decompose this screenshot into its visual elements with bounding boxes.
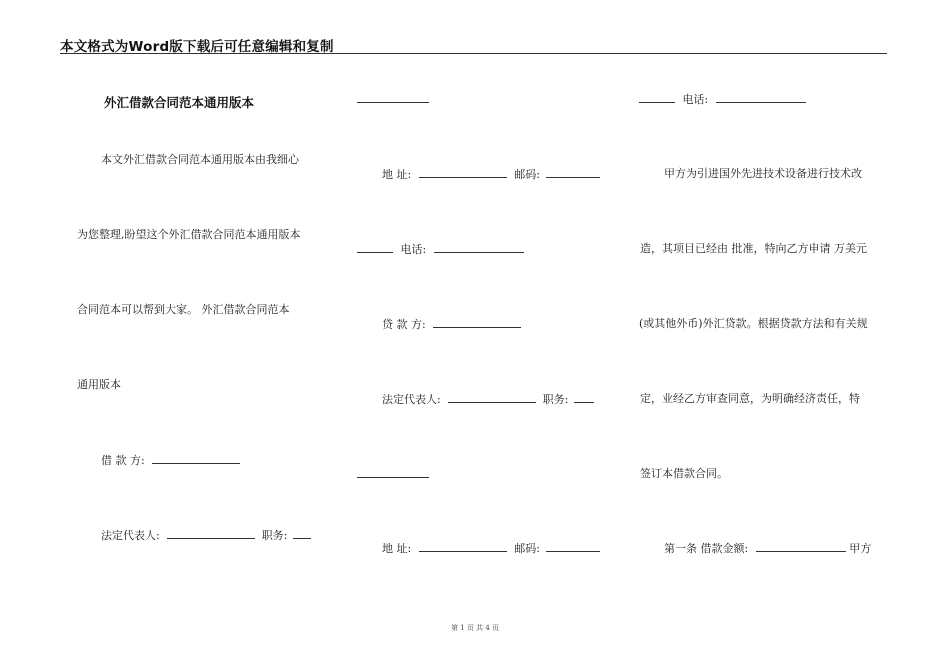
lender-phone-blank[interactable] [716,92,806,103]
lender-address-row [382,541,600,555]
document-title: 外汇借款合同范本通用版本 [104,95,255,110]
phone-prefix-blank[interactable] [357,242,393,253]
borrower-phone-row [357,242,524,256]
address-blank[interactable] [419,167,507,178]
intro-line-2: 为您整理,盼望这个外汇借款合同范本通用版本 [77,228,301,241]
position-blank[interactable] [293,528,311,539]
postcode-label: 邮码: [514,168,540,181]
legal-rep-label: 法定代表人: [101,529,160,542]
body-line-2: 造，其项目已经由 批准，特向乙方申请 万美元 [640,242,867,255]
article-1-row [664,541,871,555]
body-line-1: 甲方为引进国外先进技术设备进行技术改 [664,167,862,180]
lender-phone-prefix-blank[interactable] [639,92,675,103]
loan-amount-blank[interactable] [756,541,846,552]
article-1-tail: 甲方 [849,542,872,555]
lender-phone-row [639,92,806,106]
intro-line-1: 本文外汇借款合同范本通用版本由我细心 [101,153,299,166]
lender-address-blank[interactable] [419,541,507,552]
blank-row-top [357,92,429,106]
lender-phone-label: 电话: [682,93,709,106]
lender-legal-rep-row [382,392,594,406]
lender-postcode-blank[interactable] [546,541,600,552]
lender-postcode-label: 邮码: [514,542,540,555]
article-1-label: 第一条 借款金额: [664,542,749,555]
position-label: 职务: [261,529,288,542]
borrower-blank[interactable] [152,453,240,464]
postcode-blank[interactable] [546,167,600,178]
lender-address-label: 地 址: [382,542,412,555]
intro-line-4: 通用版本 [77,378,121,391]
borrower-row [101,453,240,467]
borrower-legal-rep-row [101,528,311,542]
lender-position-blank[interactable] [574,392,594,403]
lender-label: 贷 款 方: [382,318,426,331]
lender-blank[interactable] [433,317,521,328]
address-label: 地 址: [382,168,412,181]
lender-legal-rep-blank[interactable] [448,392,536,403]
document-header [60,34,887,54]
header-title: 本文格式为Word版下载后可任意编辑和复制 [60,39,334,55]
blank-row-mid [357,467,429,481]
borrower-address-row [382,167,600,181]
lender-legal-rep-label: 法定代表人: [382,393,441,406]
borrower-label: 借 款 方: [101,454,145,467]
legal-rep-blank[interactable] [167,528,255,539]
intro-line-3: 合同范本可以帮到大家。 外汇借款合同范本 [77,303,290,316]
lender-row [382,317,521,331]
body-line-4: 定，业经乙方审查同意，为明确经济责任，特 [640,392,860,405]
body-line-5: 签订本借款合同。 [640,467,728,480]
phone-label: 电话: [400,243,427,256]
body-line-3: (或其他外币)外汇贷款。根据贷款方法和有关规 [639,317,868,330]
lender-position-label: 职务: [542,393,569,406]
page-number: 第 1 页 共 4 页 [450,624,500,632]
top-blank[interactable] [357,92,429,103]
mid-blank[interactable] [357,467,429,478]
phone-blank[interactable] [434,242,524,253]
